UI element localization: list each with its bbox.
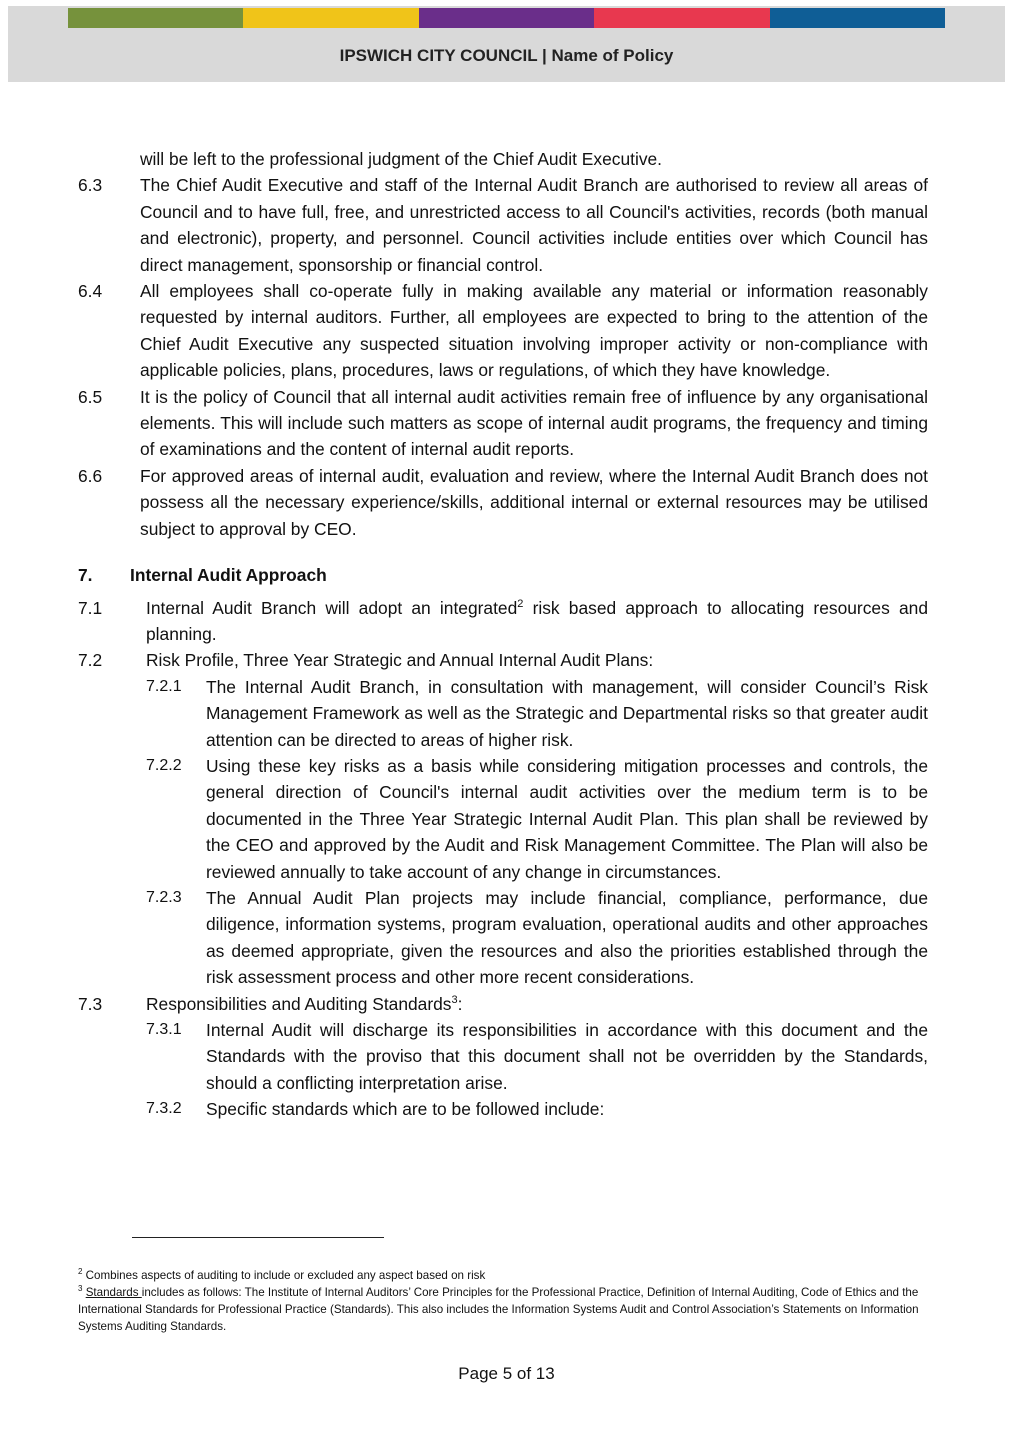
clause-7-2-1	[146, 674, 928, 753]
clause-7-1	[78, 595, 928, 648]
subclause-text: The Annual Audit Plan projects may include financial, compliance, performance, due diligence, information systems, program evaluation, operational audits and other approaches as deemed appropriate, given the resources and also the priorities established through the risk assessment process and other more recent considerations.	[206, 887, 928, 988]
clause-7-2-2	[146, 753, 928, 885]
clause-6-3	[78, 172, 928, 278]
footnote-text: includes as follows: The Institute of Internal Auditors’ Core Principles for the Professional Practice, Definition of Internal Auditing, Code of Ethics and the International Standards for Professional Practice (Standards). This also includes the Information Systems Audit and Control Association’s Statements on Information Systems Auditing Standards.	[78, 1286, 919, 1333]
clause-number: 7.1	[78, 597, 103, 618]
clause-7-3	[78, 991, 928, 1017]
subclause-text: The Internal Audit Branch, in consultation with management, will consider Council’s Risk Management Framework as well as the Strategic and Departmental risks so that greater audit attention can be directed to areas of higher risk.	[206, 676, 928, 750]
section-title: Internal Audit Approach	[130, 565, 327, 586]
clause-7-3-1	[146, 1017, 928, 1096]
footnote-separator	[132, 1237, 384, 1238]
clause-number: 6.4	[78, 281, 103, 302]
clause-text-part: Responsibilities and Auditing Standards	[146, 993, 452, 1014]
clause-7-2-3	[146, 885, 928, 991]
clause-text: It is the policy of Council that all internal audit activities remain free of influence by any organisational elements. This will include such matters as scope of internal audit programs, the frequency and timing of examinations and the content of internal audit reports.	[140, 386, 928, 460]
header-title: IPSWICH CITY COUNCIL | Name of Policy	[339, 46, 674, 65]
footnote-ref-3[interactable]: 3	[451, 993, 458, 1006]
footnotes	[78, 1267, 930, 1335]
paragraph-continuation: will be left to the professional judgment of the Chief Audit Executive.	[140, 149, 663, 169]
footnote-term: Standards	[85, 1286, 142, 1299]
footnote-mark: 3	[78, 1284, 83, 1293]
clause-text-part: risk based approach to allocating resources and planning.	[146, 597, 928, 644]
subclause-number: 7.2.3	[146, 888, 182, 906]
footnote-text: Combines aspects of auditing to include or excluded any aspect based on risk	[82, 1269, 486, 1282]
footnote-mark: 2	[78, 1267, 83, 1276]
header-color-bar	[68, 8, 945, 28]
clause-number: 6.6	[78, 465, 103, 486]
clause-number: 6.5	[78, 386, 103, 407]
clause-6-5	[78, 384, 928, 463]
color-segment-purple	[419, 8, 594, 28]
clause-7-2	[78, 647, 928, 673]
subclause-text: Using these key risks as a basis while considering mitigation processes and controls, the general direction of Council's internal audit activities over the medium term is to be documented in the Three Year Strategic Internal Audit Plan. This plan shall be reviewed by the CEO and approved by the Audit and Risk Management Committee. The Plan will also be reviewed annually to take account of any change in circumstances.	[206, 755, 928, 882]
clause-text: Risk Profile, Three Year Strategic and Annual Internal Audit Plans:	[146, 650, 654, 671]
document-body	[78, 146, 928, 1123]
section-number: 7.	[78, 565, 93, 586]
clause-text: The Chief Audit Executive and staff of the Internal Audit Branch are authorised to review all areas of Council and to have full, free, and unrestricted access to all Council's activities, records (both manual and electronic), property, and personnel. Council activities include entities over which Council has direct management, sponsorship or financial control.	[140, 175, 928, 275]
clause-6-4	[78, 278, 928, 384]
subclause-number: 7.2.1	[146, 677, 182, 695]
clause-text	[146, 991, 928, 1017]
clause-text-part: :	[457, 993, 463, 1014]
clause-number: 6.3	[78, 175, 103, 196]
clause-number: 7.2	[78, 650, 103, 671]
color-segment-green	[68, 8, 243, 28]
subclause-number: 7.2.2	[146, 756, 182, 774]
page-number: Page 5 of 13	[458, 1364, 555, 1383]
subclause-number: 7.3.2	[146, 1100, 182, 1118]
subclause-text: Internal Audit will discharge its responsibilities in accordance with this document and the Standards with the proviso that this document shall not be overridden by the Standards, should a conflicting interpretation arise.	[206, 1020, 928, 1093]
footnote-3	[78, 1284, 930, 1335]
color-segment-blue	[770, 8, 945, 28]
clause-7-3-2	[146, 1096, 928, 1122]
page-header	[8, 6, 1005, 82]
clause-number: 7.3	[78, 993, 103, 1014]
clause-text-part: Internal Audit Branch will adopt an integrated	[146, 597, 518, 618]
clause-6-6	[78, 463, 928, 542]
footnote-ref-2[interactable]: 2	[517, 597, 524, 610]
subclause-number: 7.3.1	[146, 1021, 182, 1038]
clause-text	[146, 595, 928, 648]
color-segment-red	[594, 8, 769, 28]
clause-text: All employees shall co-operate fully in making available any material or information reasonably requested by internal auditors. Further, all employees are expected to bring to the attention of the Chief Audit Executive any suspected situation involving improper activity or non-compliance with applicable policies, plans, procedures, laws or regulations, of which they have knowledge.	[140, 281, 928, 381]
footnote-2	[78, 1267, 930, 1284]
section-heading-7	[78, 562, 928, 588]
subclause-text: Specific standards which are to be followed include:	[206, 1099, 605, 1120]
color-segment-yellow	[243, 8, 418, 28]
clause-text: For approved areas of internal audit, evaluation and review, where the Internal Audit Branch does not possess all the necessary experience/skills, additional internal or external resources may be utilised subject to approval by CEO.	[140, 465, 928, 539]
